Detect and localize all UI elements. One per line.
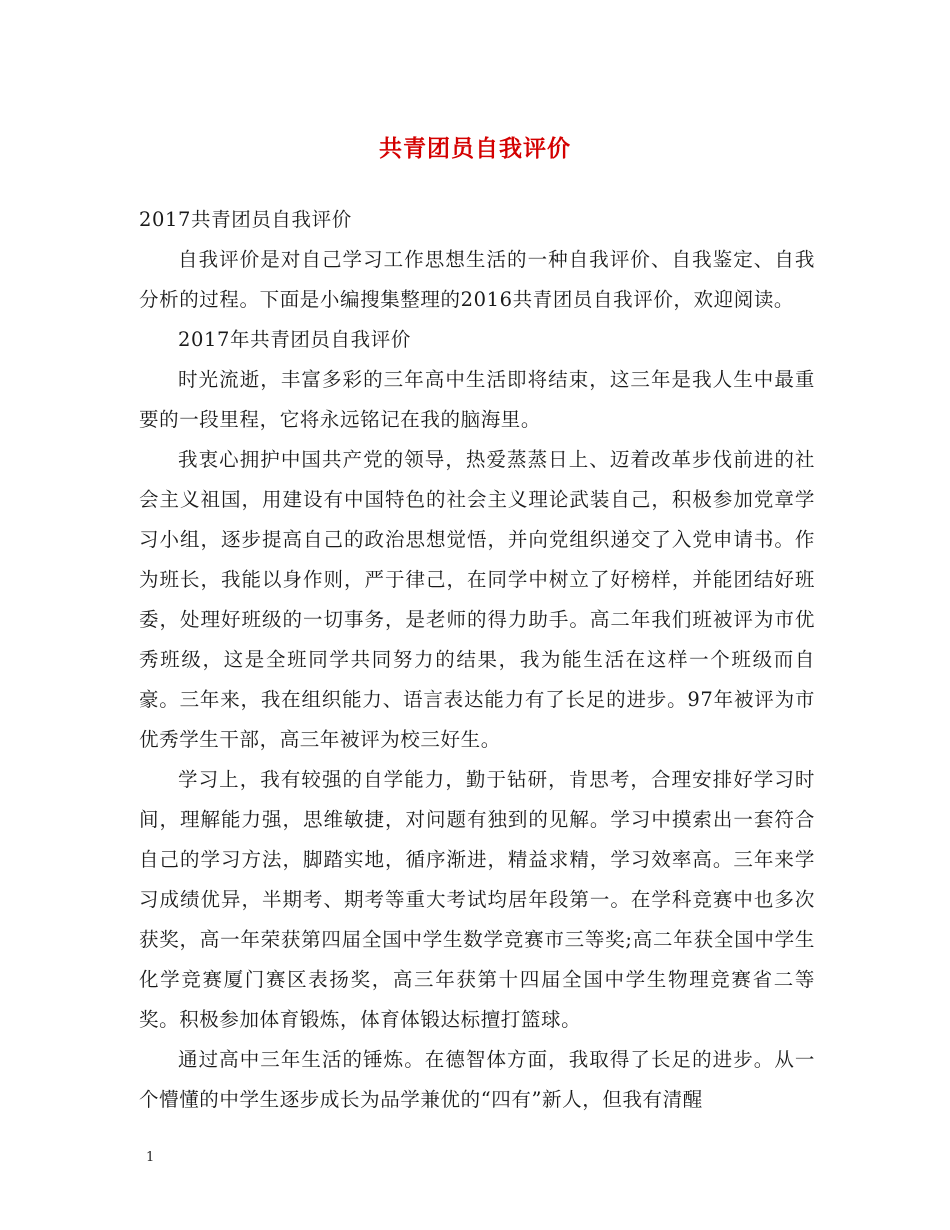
intro-paragraph: 自我评价是对自己学习工作思想生活的一种自我评价、自我鉴定、自我分析的过程。下面是小编搜集整理的2016共青团员自我评价，欢迎阅读。	[139, 248, 815, 311]
section-heading: 2017年共青团员自我评价	[178, 328, 411, 351]
body-paragraph: 学习上，我有较强的自学能力，勤于钻研，肯思考，合理安排好学习时间，理解能力强，思维敏捷，对问题有独到的见解。学习中摸索出一套符合自己的学习方法，脚踏实地，循序渐进，精益求精，学习效率高。三年来学习成绩优异，半期考、期考等重大考试均居年段第一。在学科竞赛中也多次获奖，高一年荣获第四届全国中学生数学竞赛市三等奖;高二年获全国中学生化学竞赛厦门赛区表扬奖，高三年获第十四届全国中学生物理竞赛省二等奖。积极参加体育锻炼，体育体锻达标擅打篮球。	[139, 768, 815, 1031]
body-paragraph: 我衷心拥护中国共产党的领导，热爱蒸蒸日上、迈着改革步伐前进的社会主义祖国，用建设有中国特色的社会主义理论武装自己，积极参加党章学习小组，逐步提高自己的政治思想觉悟，并向党组织递交了入党申请书。作为班长，我能以身作则，严于律己，在同学中树立了好榜样，并能团结好班委，处理好班级的一切事务，是老师的得力助手。高二年我们班被评为市优秀班级，这是全班同学共同努力的结果，我为能生活在这样一个班级而自豪。三年来，我在组织能力、语言表达能力有了长足的进步。97年被评为市优秀学生干部，高三年被评为校三好生。	[139, 448, 815, 751]
body-paragraph: 时光流逝，丰富多彩的三年高中生活即将结束，这三年是我人生中最重要的一段里程，它将永远铭记在我的脑海里。	[139, 368, 815, 431]
page-number: 1	[146, 1150, 155, 1165]
document-body	[139, 200, 815, 1120]
body-paragraph: 通过高中三年生活的锤炼。在德智体方面，我取得了长足的进步。从一个懵懂的中学生逐步成长为品学兼优的“四有”新人，但我有清醒	[139, 1048, 815, 1111]
subtitle-paragraph: 2017共青团员自我评价	[139, 208, 352, 231]
document-title: 共青团员自我评价	[379, 136, 571, 162]
